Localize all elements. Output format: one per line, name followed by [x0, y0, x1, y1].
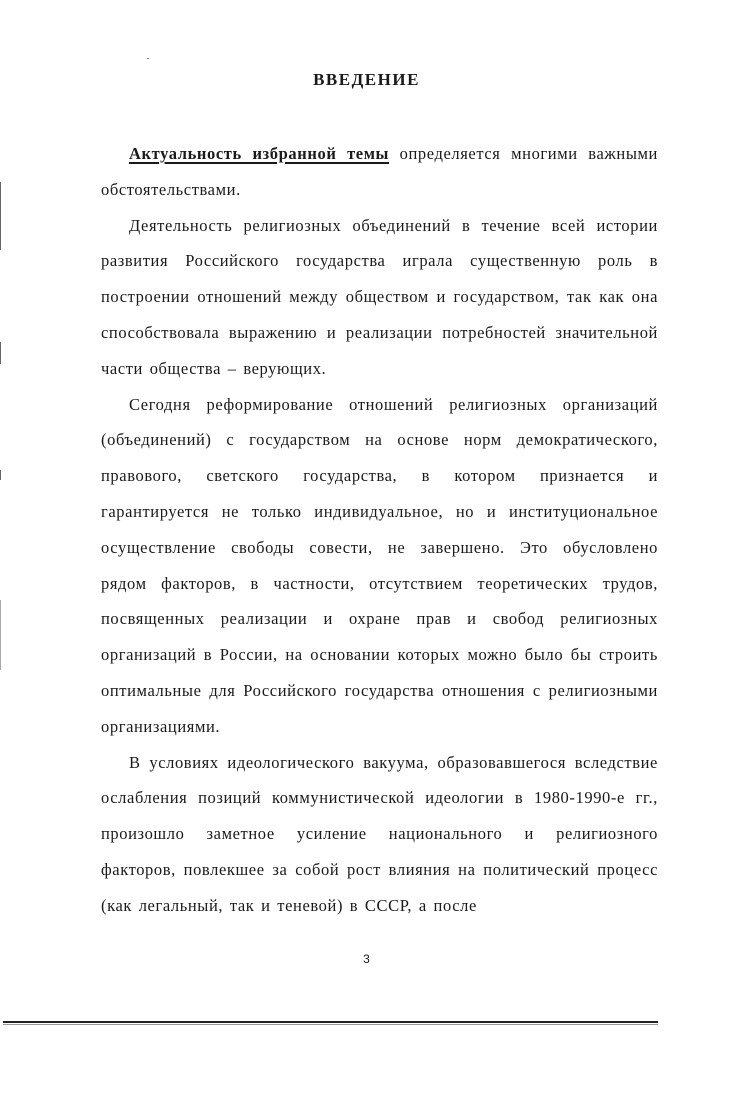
- paragraph: В условиях идеологического вакуума, образовавшегося вследствие ослабления позиций коммунистической идеологии в 1980-1990-е гг., произошло заметное усиление национального и религиозного факторов, повлекшее за собой рост влияния на политический процесс (как легальный, так и теневой) в СССР, а после: [101, 752, 658, 915]
- scan-artifact: [0, 600, 1, 670]
- scan-artifact: [0, 470, 1, 480]
- scan-speck: [147, 58, 149, 59]
- page-title: ВВЕДЕНИЕ: [313, 70, 420, 89]
- paragraph: Сегодня реформирование отношений религиозных организаций (объединений) с государством на основе норм демократического, правового, светского государства, в котором признается и гарантируется не только индивидуальное, но и институциональное осуществление свободы совести, не завершено. Это обусловлено рядом факторов, в частности, отсутствием теоретических трудов, посвященных реализации и охране прав и свобод религиозных организаций в России, на основании которых можно было бы строить оптимальные для Российского государства отношения с религиозными организациями.: [101, 394, 658, 736]
- scan-artifact: [0, 342, 1, 364]
- page-number: 3: [363, 952, 370, 966]
- page-bottom-rule-shadow: [3, 1024, 658, 1025]
- page-bottom-rule: [3, 1021, 658, 1023]
- paragraph: Деятельность религиозных объединений в течение всей истории развития Российского государства играла существенную роль в построении отношений между обществом и государством, так как она способствовала выражению и реализации потребностей значительной части общества – верующих.: [101, 215, 658, 378]
- paragraph-text: определяется многими важными обстоятельствами.: [101, 144, 658, 199]
- topic-relevance-heading: Актуальность избранной темы: [129, 144, 390, 163]
- scan-artifact: [0, 182, 1, 250]
- paragraph: [101, 136, 658, 208]
- body-text: [101, 136, 658, 924]
